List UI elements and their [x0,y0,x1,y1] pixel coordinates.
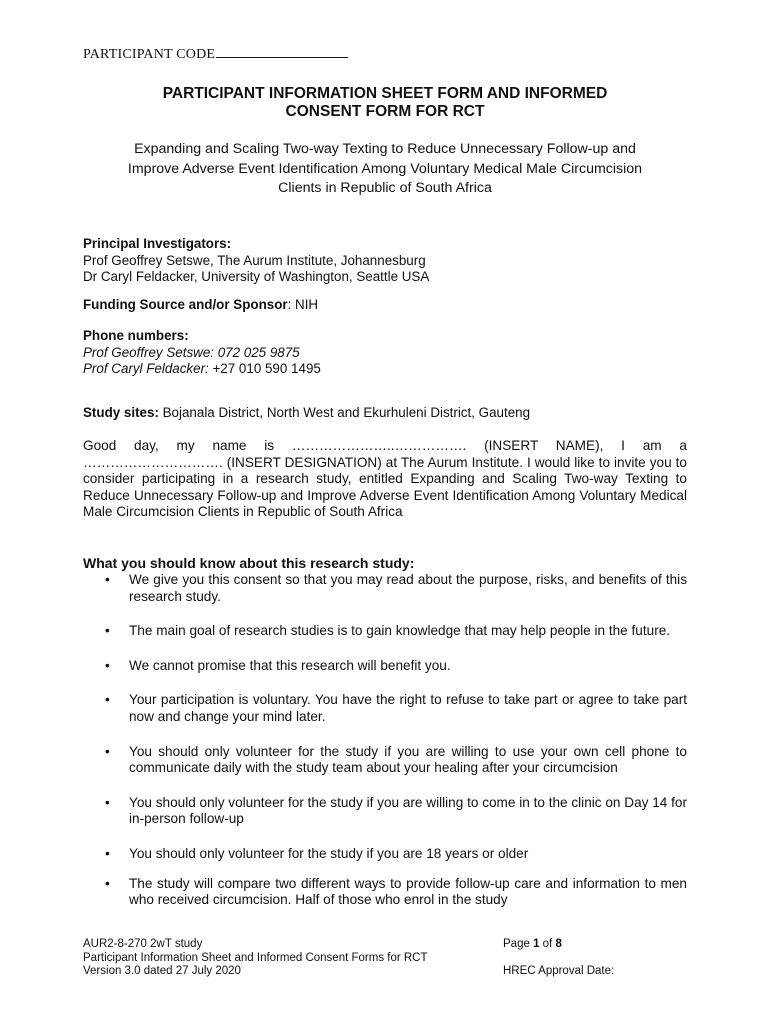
bullet-list [83,572,687,909]
page-number: Page 1 of 8 [503,938,562,950]
title-line-2: CONSENT FORM FOR RCT [285,103,485,120]
bullet-icon: • [105,875,110,891]
study-sites-label: Study sites: [83,405,159,420]
phone-numbers [83,328,687,378]
footer-hrec-approval: HREC Approval Date: [503,965,615,978]
investigator-2: Dr Caryl Feldacker, University of Washington, Seattle USA [83,269,430,284]
bullet-icon: • [105,794,110,810]
funding-value: : NIH [287,297,319,312]
phone-feldacker-name: Prof Caryl Feldacker: [83,361,209,376]
intro-line-1: Good day, my name is …………………..……………. (INSERT NAME), I am a [83,438,687,453]
participant-code-line [83,45,348,64]
title-line-1: PARTICIPANT INFORMATION SHEET FORM AND INFORMED [162,85,608,102]
investigator-1: Prof Geoffrey Setswe, The Aurum Institute, Johannesburg [83,252,426,268]
list-item: • The study will compare two different ways to provide follow-up care and information to men who received circumcision. Half of those who enrol in the study [105,875,687,908]
list-item: • You should only volunteer for the study if you are 18 years or older [105,845,529,861]
intro-rest: …………………………. (INSERT DESIGNATION) at The Aurum Institute. I would like to invite you to consider participating in a research study, entitled Expanding and Scaling Two-way Texting to Reduce Unnecessary Follow-up and Improve Adverse Event Identification Among Voluntary Medical Male Circumcision Clients in Republic of South Africa [83,454,687,520]
study-title-line-3: Clients in Republic of South Africa [278,180,492,196]
study-title-line-2: Improve Adverse Event Identification Among Voluntary Medical Male Circumcision [127,160,643,177]
phone-feldacker-number: +27 010 590 1495 [208,361,321,376]
footer-version: Version 3.0 dated 27 July 2020 [83,965,241,978]
principal-investigators [83,236,687,286]
study-title-line-1: Expanding and Scaling Two-way Texting to Reduce Unnecessary Follow-up and [134,141,636,157]
list-item: • You should only volunteer for the study if you are willing to come in to the clinic on Day 14 for in-person follow-up [105,794,687,827]
document-title [83,85,687,121]
phone-numbers-label: Phone numbers: [83,328,189,343]
bullet-icon: • [105,623,110,639]
bullet-icon: • [105,692,110,708]
introduction-paragraph [83,438,687,521]
bullet-icon: • [105,743,110,759]
footer-study-code: AUR2-8-270 2wT study [83,938,203,950]
funding-source [83,297,687,314]
page-footer [83,938,687,979]
investigators-label: Principal Investigators: [83,236,232,251]
funding-label: Funding Source and/or Sponsor [83,297,288,312]
phone-feldacker [83,361,687,378]
bullet-icon: • [105,572,110,587]
phone-setswe: Prof Geoffrey Setswe: 072 025 9875 [83,344,300,360]
list-item: • We cannot promise that this research will benefit you. [105,657,451,673]
participant-code-blank [216,45,348,58]
list-item: • You should only volunteer for the study if you are willing to use your own cell phone to communicate daily with the study team about your healing after your circumcision [105,743,687,776]
section-heading: What you should know about this research study: [83,555,415,571]
participant-code-label: PARTICIPANT CODE [83,47,216,62]
list-item: • We give you this consent so that you may read about the purpose, risks, and benefits of this research study. [105,572,687,604]
footer-document-title: Participant Information Sheet and Informed Consent Forms for RCT [83,951,428,964]
list-item: • The main goal of research studies is to gain knowledge that may help people in the future. [105,623,671,639]
study-sites [83,405,687,422]
study-title [83,140,687,199]
bullet-icon: • [105,657,110,673]
bullet-icon: • [105,845,110,861]
study-sites-value: Bojanala District, North West and Ekurhuleni District, Gauteng [158,405,531,420]
list-item: • Your participation is voluntary. You have the right to refuse to take part or agree to take part now and change your mind later. [105,692,687,724]
